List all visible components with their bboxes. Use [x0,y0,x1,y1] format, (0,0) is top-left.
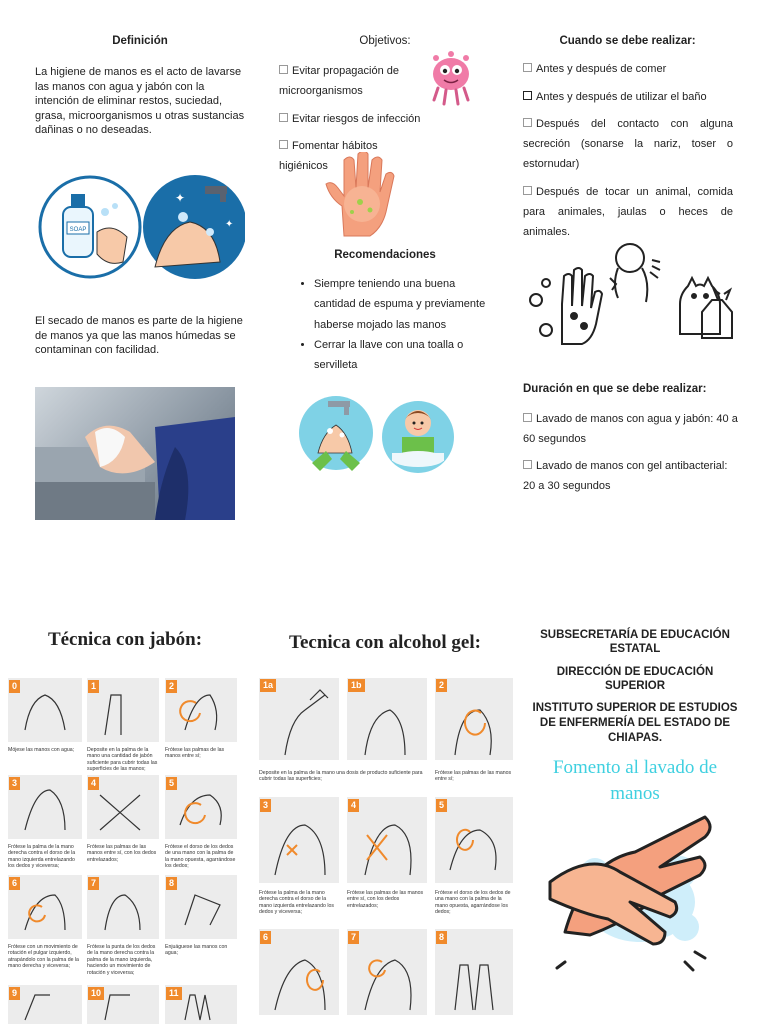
step-number: 1a [260,679,276,692]
step-number: 10 [88,987,104,1000]
step-caption: Deposite en la palma de la mano una dosis de producto suficiente para cubrir todas las superficies; [259,770,423,783]
when-title: Cuando se debe realizar: [559,35,696,47]
hand-drying-photo [35,387,235,520]
when-item: Antes y después de utilizar el baño [523,87,733,107]
step-caption: Frótese la palma de la mano derecha contra el dorso de la mano izquierda entrelazando los dedos y viceversa; [259,890,334,916]
step-number: 11 [166,987,182,1000]
step-caption: Frótese el dorso de los dedos de una mano con la palma de la mano opuesta, agarrándose los dedos; [165,844,236,870]
step-caption: Frótese con un movimiento de rotación el pulgar izquierdo, atrapándolo con la palma de la mano derecha y viceversa; [8,944,79,970]
duration-item: Lavado de manos con gel antibacterial: 20 a 30 segundos [523,460,728,492]
soap-label: SOAP [69,227,87,233]
step-number: 2 [436,679,447,692]
duration-title: Duración en que se debe realizar: [523,383,707,395]
step-number: 6 [9,877,20,890]
hand-drawings [5,675,240,1024]
recommendation-item: • Cerrar la llave con una toalla o servilleta [314,335,491,376]
gel-technique-title: Tecnica con alcohol gel: [289,632,481,653]
recommendations-list [296,274,491,375]
step-caption: Frótese las palmas de las manos entre sí; [435,770,512,783]
contamination-illustrations [522,238,737,346]
when-item: Después del contacto con alguna secreción (sonarse la nariz, toser o estornudar) [523,118,733,170]
svg-text:✦: ✦ [175,191,186,205]
handwash-illustration [35,172,245,282]
step-number: 2 [166,680,177,693]
step-number: 6 [260,931,271,944]
soap-technique-title: Técnica con jabón: [47,629,203,650]
objective-item: Evitar riesgos de infección [279,109,424,129]
gel-technique-grid [255,675,515,1024]
step-number: 1b [348,679,365,692]
step-number: 5 [166,777,177,790]
germ-illustration [426,48,476,106]
objective-item: Fomentar hábitos higiénicos [279,140,378,172]
step-caption: Frótese la punta de los dedos de la mano derecha contra la palma de la mano izquierda, haciendo un movimiento de rotación y viceversa; [87,944,156,976]
child-washing-illustration [380,395,456,477]
step-caption: Deposite en la palma de la mano una cantidad de jabón suficiente para cubrir todas las superficies de las manos; [87,747,158,773]
cover-org2: DIRECCIÓN DE EDUCACIÓN SUPERIOR [556,666,714,692]
step-number: 9 [9,987,20,1000]
step-number: 7 [348,931,359,944]
step-caption: Frótese la palma de la mano derecha contra el dorso de la mano izquierda entrelazando los dedos y viceversa; [8,844,76,870]
step-number: 4 [88,777,99,790]
recommendations-title: Recomendaciones [334,249,436,261]
duration-item: Lavado de manos con agua y jabón: 40 a 60 segundos [523,413,738,445]
step-number: 3 [260,799,271,812]
step-number: 1 [88,680,99,693]
hands-washing-icon [545,812,715,972]
objectives-title: Objetivos: [359,35,411,47]
step-caption: Frótese las palmas de las manos entre sí, con los dedos entrelazados; [347,890,424,909]
step-number: 0 [9,680,20,693]
step-caption: Frótese las palmas de las manos entre sí; [165,747,225,760]
recommendation-item: • Siempre teniendo una buena cantidad de espuma y previamente haberse mojado las manos [314,274,491,335]
step-number: 3 [9,777,20,790]
definition-text: La higiene de manos es el acto de lavarse las manos con agua y jabón con la intención de eliminar restos, suciedad, grasa, microorganismos u otras sustancias dañinas o no deseadas. [35,66,245,136]
when-item: Antes y después de comer [523,59,733,79]
step-number: 5 [436,799,447,812]
step-caption: Mójese las manos con agua; [8,747,75,753]
step-number: 8 [166,877,177,890]
step-caption: Enjuáguese las manos con agua; [165,944,228,957]
objective-item: Evitar propagación de microorganismos [279,65,400,97]
svg-text:✦: ✦ [225,219,234,230]
step-number: 4 [348,799,359,812]
step-number: 8 [436,931,447,944]
cover-title: Fomento al lavado de manos [552,757,718,804]
definition-title: Definición [112,35,168,47]
germy-hand-illustration [322,152,414,238]
duration-list [523,409,738,496]
step-caption: Frótese las palmas de las manos entre sí, con los dedos entrelazados; [87,844,157,863]
cover-org3: INSTITUTO SUPERIOR DE ESTUDIOS DE ENFERMERÍA DEL ESTADO DE CHIAPAS. [532,702,738,744]
when-item: Después de tocar un animal, comida para animales, jaulas o heces de animales. [523,186,733,238]
step-caption: Frótese el dorso de los dedos de una mano con la palma de la mano opuesta, agarrándose los dedos; [435,890,511,916]
drying-text: El secado de manos es parte de la higiene de manos ya que las manos húmedas se contaminan con facilidad. [35,315,243,356]
when-list [523,59,733,242]
cover-org1: SUBSECRETARÍA DE EDUCACIÓN ESTATAL [540,629,730,655]
soap-technique-grid [5,675,240,1024]
hand-drawings [255,675,515,1024]
step-number: 7 [88,877,99,890]
washing-hands-illustration [298,393,375,475]
